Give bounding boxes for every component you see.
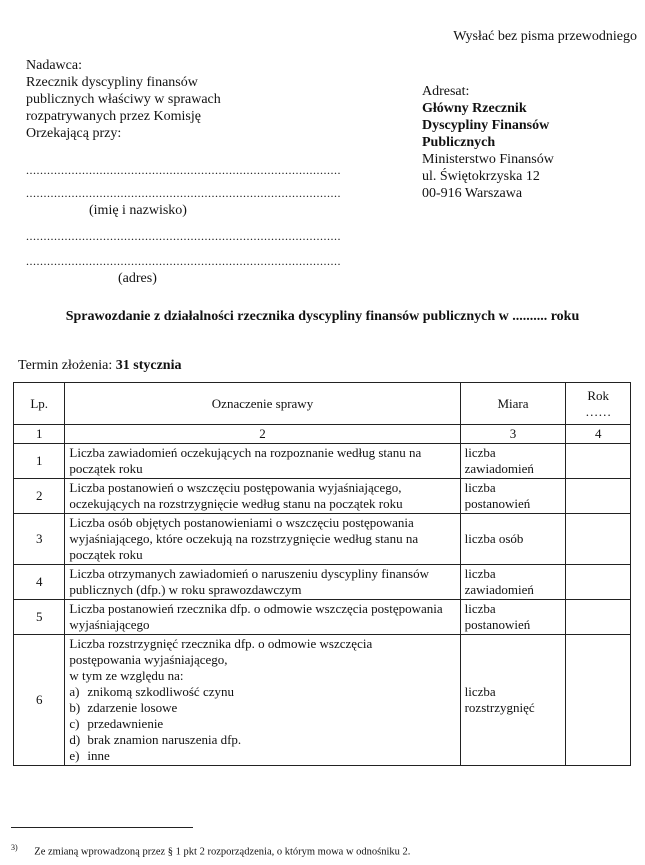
row-lp: 2 [14, 479, 65, 514]
subitem [69, 716, 455, 732]
deadline-label: Termin złożenia: [18, 358, 113, 373]
row-desc: Liczba zawiadomień oczekujących na rozpoznanie według stanu na początek roku [65, 444, 460, 479]
row-desc-line: w tym ze względu na: [69, 668, 184, 683]
row-desc: Liczba postanowień rzecznika dfp. o odmowie wszczęcia postępowania wyjaśniającego [65, 600, 460, 635]
col-number: 2 [65, 425, 460, 444]
addressee-name-line: Główny Rzecznik [422, 101, 527, 116]
col-number: 4 [566, 425, 631, 444]
row-lp: 5 [14, 600, 65, 635]
header-desc: Oznaczenie sprawy [65, 383, 460, 425]
row-year-value[interactable] [566, 635, 631, 766]
subitem-text: znikomą szkodliwość czynu [87, 684, 234, 699]
row-desc [65, 635, 460, 766]
sender-line: Orzekającą przy: [26, 126, 122, 141]
table-row [14, 444, 631, 479]
row-measure: liczba postanowień [460, 479, 566, 514]
row-measure: liczba postanowień [460, 600, 566, 635]
name-dotted-line-1: .......................................................................................... [26, 163, 341, 177]
sender-line: rozpatrywanych przez Komisję [26, 109, 201, 124]
sender-line: Rzecznik dyscypliny finansów [26, 75, 198, 90]
subitem-text: zdarzenie losowe [87, 700, 178, 715]
footnote [11, 843, 410, 858]
row-year-value[interactable] [566, 565, 631, 600]
row-lp: 1 [14, 444, 65, 479]
row-desc: Liczba otrzymanych zawiadomień o naruszeniu dyscypliny finansów publicznych (dfp.) w roku sprawozdawczym [65, 565, 460, 600]
header-lp: Lp. [14, 383, 65, 425]
addressee-address-line: Ministerstwo Finansów [422, 152, 554, 167]
addressee-address-line: ul. Świętokrzyska 12 [422, 169, 540, 184]
addressee-name-line: Dyscypliny Finansów [422, 118, 550, 133]
row-measure: liczba rozstrzygnięć [460, 635, 566, 766]
col-number: 3 [460, 425, 566, 444]
row-desc: Liczba osób objętych postanowieniami o wszczęciu postępowania wyjaśniającego, które oczekują na rozstrzygnięcie według stanu na początek roku [65, 514, 460, 565]
row-lp: 4 [14, 565, 65, 600]
header-year-label: Rok [587, 387, 610, 403]
col-number: 1 [14, 425, 65, 444]
row-desc-line: Liczba rozstrzygnięć rzecznika dfp. o odmowie wszczęcia [69, 636, 373, 651]
subitem-text: inne [87, 748, 110, 763]
deadline-value: 31 stycznia [115, 358, 182, 373]
row-year-value[interactable] [566, 514, 631, 565]
addressee-block [422, 83, 637, 202]
addressee-address-line: 00-916 Warszawa [422, 186, 523, 201]
row-desc: Liczba postanowień o wszczęciu postępowania wyjaśniającego, oczekujących na rozstrzygnięcie według stanu na początek roku [65, 479, 460, 514]
name-caption: (imię i nazwisko) [89, 203, 187, 218]
subitem [69, 748, 455, 764]
row-lp: 3 [14, 514, 65, 565]
row-lp: 6 [14, 635, 65, 766]
subitem-text: przedawnienie [87, 716, 164, 731]
table-header-row [14, 383, 631, 425]
subitem [69, 732, 455, 748]
subitem [69, 684, 455, 700]
address-dotted-line-2: .......................................................................................... [26, 254, 341, 268]
delivery-note: Wysłać bez pisma przewodniego [453, 29, 637, 44]
subitem-mark: c) [69, 716, 80, 731]
subitem-mark: b) [69, 700, 81, 715]
table-row [14, 514, 631, 565]
report-title: Sprawozdanie z działalności rzecznika dyscypliny finansów publicznych w .......... roku [65, 309, 580, 324]
subitem [69, 700, 455, 716]
footnote-text: Ze zmianą wprowadzoną przez § 1 pkt 2 rozporządzenia, o którym mowa w odnośniku 2. [34, 846, 411, 858]
sender-line: publicznych właściwy w sprawach [26, 92, 221, 107]
row-year-value[interactable] [566, 600, 631, 635]
addressee-name-line: Publicznych [422, 135, 496, 150]
row-desc-line: postępowania wyjaśniającego, [69, 652, 228, 667]
row-measure: liczba osób [460, 514, 566, 565]
subitem-mark: a) [69, 684, 80, 699]
row-year-value[interactable] [566, 479, 631, 514]
addressee-label: Adresat: [422, 84, 470, 99]
header-measure: Miara [460, 383, 566, 425]
report-table [13, 382, 631, 766]
row-year-value[interactable] [566, 444, 631, 479]
subitem-mark: e) [69, 748, 80, 763]
table-row [14, 479, 631, 514]
row-measure: liczba zawiadomień [460, 444, 566, 479]
footnote-marker: 3) [11, 843, 18, 852]
table-row [14, 635, 631, 766]
address-caption: (adres) [118, 271, 157, 286]
deadline [18, 358, 181, 374]
subitem-mark: d) [69, 732, 81, 747]
column-number-row [14, 425, 631, 444]
subitem-text: brak znamion naruszenia dfp. [87, 732, 242, 747]
table-row [14, 600, 631, 635]
sender-label: Nadawca: [26, 58, 82, 73]
address-dotted-line-1: .......................................................................................... [26, 229, 341, 243]
sender-block [26, 57, 266, 142]
row-measure: liczba zawiadomień [460, 565, 566, 600]
table-row [14, 565, 631, 600]
footnote-divider [11, 827, 193, 828]
name-dotted-line-2: .......................................................................................... [26, 186, 341, 200]
header-year [566, 383, 631, 425]
header-year-dots: …… [585, 403, 612, 419]
